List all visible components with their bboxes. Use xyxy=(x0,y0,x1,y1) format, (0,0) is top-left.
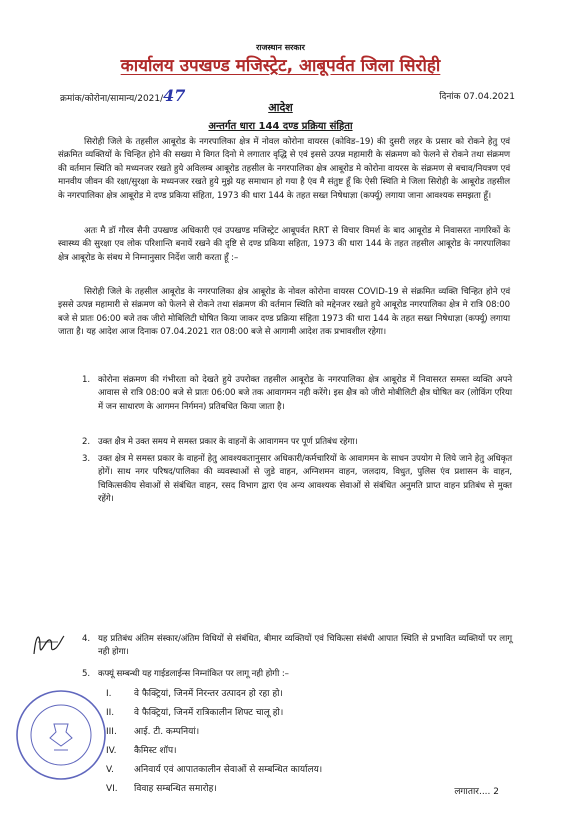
order-number: 5. xyxy=(82,669,90,679)
order-text: उक्त क्षैत्र मे उक्त समय मे समस्त प्रकार के वाहनों के आवागमन पर पूर्ण प्रतिबंध रहेगा। xyxy=(98,437,358,447)
office-heading: कार्यालय उपखण्ड मजिस्ट्रेट, आबूपर्वत जिला सिरोही xyxy=(120,56,441,76)
document-title: आदेश xyxy=(268,101,293,114)
order-item-5 xyxy=(82,668,512,681)
continued-marker: लगातार.... 2 xyxy=(454,787,499,797)
order-number: 2. xyxy=(82,437,90,447)
order-text: कोरोना संक्रमण की गंभीरता को देखते हुये उपरोक्त तहसील आबूरोड के नगरपालिका क्षेत्र आबूरोड में निवासरत समस्त व्यक्ति अपने आवास से रात्रि 08:00 बजे से प्रातः 06:00 बजे तक आवागमन नही करेंगे। इस क्षैत्र को जीरो मोबीलिटी क्षैत्र घोषित कर (लोकिंग एरिया में जन साधारण के आगमन निर्गमन) प्रतिबधित किया जाता है। xyxy=(98,375,512,412)
exemption-number: VI. xyxy=(106,784,118,794)
order-number: 1. xyxy=(82,375,90,385)
exemption-item xyxy=(106,686,283,699)
order-text: उक्त क्षेत्र मे समस्त प्रकार के वाहनों हेतु आवश्यकतानुसार अधिकारी/कर्मचारियों के आवागमन के साधन उपयोग मे लिये जाने हेतु अधिकृत होगें। साथ नगर परिषद/पालिका की व्यवस्थाओं से जुडे वाहन, अग्निशमन वाहन, जलदाय, विधुत, पुलिस एंव प्रशासन के वाहन, चिकित्सकीय सेवाओं से संबंधित वाहन, रसद विभाग द्वारा एंव अन्य आवश्यक सेवाओं से संबंधित अनुमति प्राप्त वाहन प्रतिबंध से मुक्त रहेंगे। xyxy=(98,454,512,505)
exemption-text: वे फैक्ट्रियां, जिनमें रात्रिकालीन शिफ्ट चालू हो। xyxy=(134,708,284,718)
exemption-number: II. xyxy=(106,708,115,718)
order-number: 3. xyxy=(82,454,90,464)
order-item-2 xyxy=(82,436,512,449)
exemption-text: आई. टी. कम्पनियां। xyxy=(134,727,200,737)
office-seal-stamp xyxy=(14,688,108,782)
order-text: कफ्यूं सम्बन्धी यह गाईडलाईन्स निम्नांकित पर लागू नही होगी :– xyxy=(98,669,289,679)
exemption-text: कैमिस्ट शॉप। xyxy=(134,746,177,756)
signature-mark xyxy=(28,624,68,664)
exemption-item xyxy=(106,781,217,794)
exemption-number: V. xyxy=(106,765,114,775)
paragraph-3: सिरोही जिले के तहसील आबूरोड के नगरपालिका क्षेत्र आबूरोड के नोवल कोरोना वायरस COVID-19 से संक्रमित व्यक्ति चिन्हित होने एवं इससे उत्पन्न महामारी से संक्रमण को फेलने से रोकने तथा संक्रमण की वर्तमान स्थिति को मद्देनजर रखते हुये आबूरोड नगरपालिका क्षेत्र मे रात्रि 08:00 बजे से प्रातः 06:00 बजे तक जीरो मोबिलिटी घोषित किया जाकर दण्ड प्रक्रिया संहिता 1973 की धारा 144 के तहत सख्त निषेधाज्ञा (कर्फ्यू) लगाया जाता है। यह आदेश आज दिनाक 07.04.2021 रात 08:00 बजे से आगामी आदेश तक प्रभावशील रहेगा। xyxy=(58,287,510,338)
order-date: दिनांक 07.04.2021 xyxy=(439,92,515,102)
exemption-item xyxy=(106,743,177,756)
order-text: यह प्रतिबंध अंतिम संस्कार/अंतिम विधियों से संबंधित, बीमार व्यक्तियों एवं चिकित्सा संबंधी आपात स्थिति से प्रभावित व्यक्तियों पर लागू नही होगा। xyxy=(98,634,512,658)
exemption-number: I. xyxy=(106,689,112,699)
government-label: राजस्थान सरकार xyxy=(256,43,305,52)
document-subtitle: अन्तर्गत धारा 144 दण्ड प्रक्रिया संहिता xyxy=(208,121,353,132)
order-item-4 xyxy=(82,633,512,660)
exemption-number: III. xyxy=(106,727,117,737)
exemption-item xyxy=(106,724,199,737)
exemption-text: वे फैक्ट्रियां, जिनमें निरन्तर उत्पादन हो रहा हो। xyxy=(134,689,283,699)
order-item-1 xyxy=(82,374,512,414)
handwritten-ref-number: 47 xyxy=(163,86,186,105)
exemption-item xyxy=(106,705,283,718)
exemption-text: विवाह सम्बन्धित समारोह। xyxy=(134,784,217,794)
paragraph-1: सिरोही जिले के तहसील आबूरोड के नगरपालिका क्षेत्र में नोवल कोरोना वायरस (कोविड–19) की दुसरी लहर के प्रसार को रोकने हेतु एवं संक्रमित व्यक्तियों के चिन्हित होने की सख्या मे विगत दिनो मे लगातार वृद्धि से एवं इससे उत्पन्न महामारी के संक्रमण को फेलने से रोकने तथा संक्रमण की वर्तमान स्थिति को मध्यनजर रखते हुये अविलम्ब आबूरोड तहसील के नगरपालिका क्षेत्र आबूरोड मे कोरोना वायरस के संक्रमण से बचाव/नियत्रण एवं मानवीय जीवन की रक्षा/सुरक्षा के मध्यनजर रखते हुये मुझे यह समाधान हो गया है एंव मै संतुष्ट हूँ कि ऐसी स्थिति मे जिला सिरोही के आबूरोड तहसील के नगरपालिका क्षेत्र आबूरोड मे दण्ड प्रकिया संहिता, 1973 की धारा 144 के तहत सख्त निषेधाज्ञा (कर्फ्यू) लगाया जाना आवश्यक समझता हूँ। xyxy=(58,137,510,201)
order-number: 4. xyxy=(82,634,90,644)
exemption-item xyxy=(106,762,322,775)
exemption-number: IV. xyxy=(106,746,117,756)
order-item-3 xyxy=(82,453,512,507)
paragraph-2: अतः मै डॉ गौरव सैनी उपखण्ड अधिकारी एवं उपखण्ड मजिस्ट्रेट आबूपर्वत RRT से विचार विमर्श के बाद आबूरोड मे निवासरत नागरिकों के स्वास्थ्य की सुरक्षा एव लोक परिशान्ति बनायें रखने की दृष्टि से दण्ड प्रकिया सहिता, 1973 की धारा 144 के तहत तहसील आबूरोड के नगरपालिका क्षेत्र आबूरोड के संबध मे निम्नानुसार निर्देश जारी करता हूँ :– xyxy=(58,226,510,263)
exemption-text: अनिवार्य एवं आपातकालीन सेवाओं से सम्बन्धित कार्यालय। xyxy=(134,765,323,775)
ref-prefix: क्रमांक/कोरोना/सामान्य/2021/ xyxy=(60,94,164,104)
